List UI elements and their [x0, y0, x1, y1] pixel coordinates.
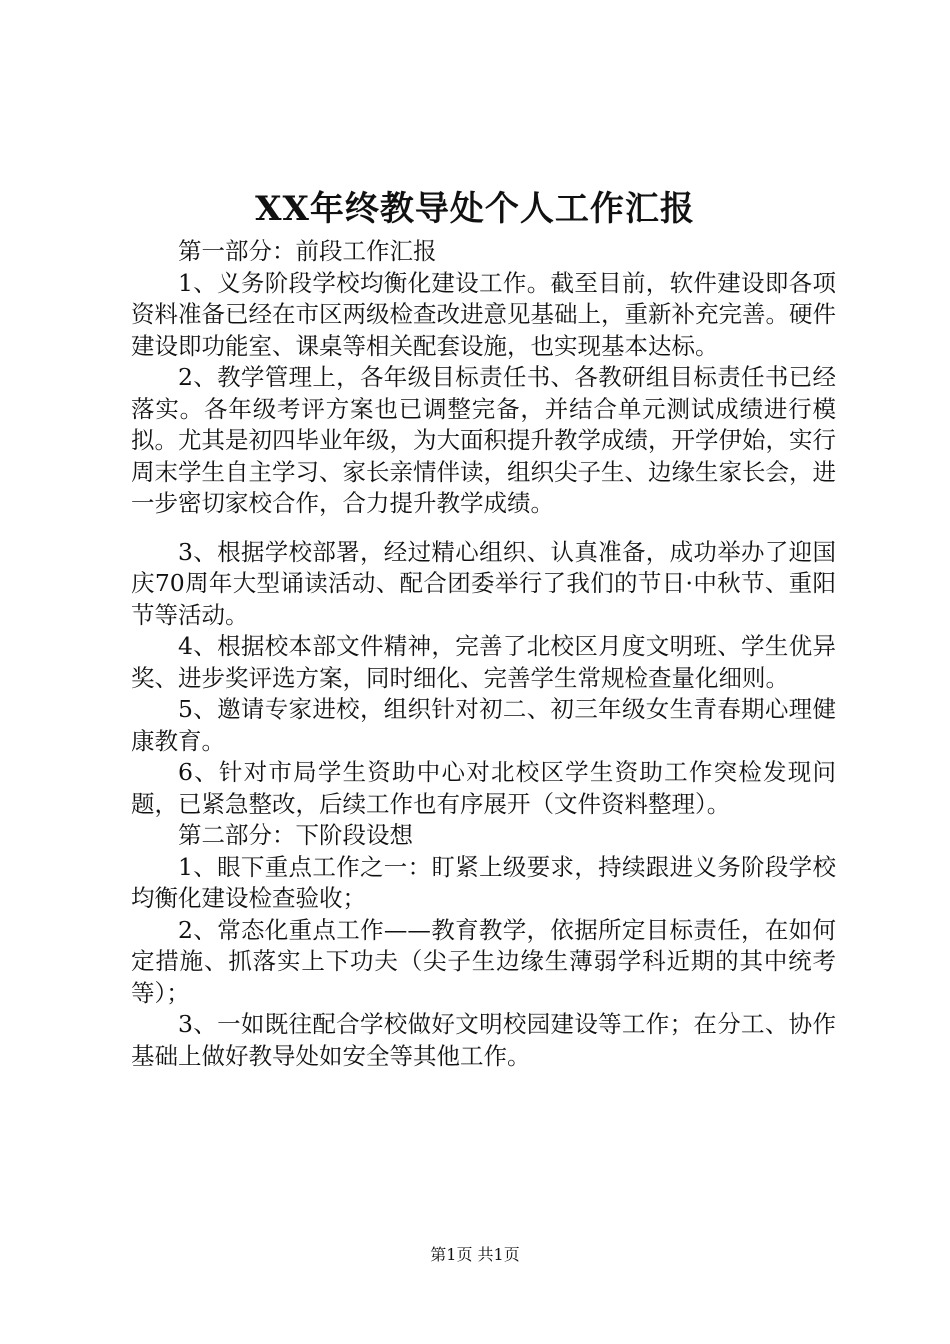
section-heading-part-two: 第二部分：下阶段设想 — [178, 821, 413, 849]
paragraph-part-two-item-1: 1、眼下重点工作之一：盯紧上级要求，持续跟进义务阶段学校均衡化建设检查验收； — [131, 852, 836, 912]
page-footer: 第1页 共1页 — [430, 1245, 520, 1264]
paragraph-part-two-item-2: 2、常态化重点工作——教育教学，依据所定目标责任，在如何定措施、抓落实上下功夫（尖子生边缘生薄弱学科近期的其中统考等）； — [131, 915, 836, 1007]
paragraph-part-one-item-6: 6、针对市局学生资助中心对北校区学生资助工作突检发现问题，已紧急整改，后续工作也有序展开（文件资料整理）。 — [131, 758, 836, 818]
section-heading-part-one: 第一部分：前段工作汇报 — [178, 237, 437, 265]
paragraph-part-one-item-4: 4、根据校本部文件精神，完善了北校区月度文明班、学生优异奖、进步奖评选方案，同时细化、完善学生常规检查量化细则。 — [131, 632, 836, 692]
paragraph-part-one-item-2: 2、教学管理上，各年级目标责任书、各教研组目标责任书已经落实。各年级考评方案也已调整完备，并结合单元测试成绩进行模拟。尤其是初四毕业年级，为大面积提升教学成绩，开学伊始，实行周末学生自主学习、家长亲情伴读，组织尖子生、边缘生家长会，进一步密切家校合作，合力提升教学成绩。 — [131, 363, 836, 517]
paragraph-part-two-item-3: 3、一如既往配合学校做好文明校园建设等工作；在分工、协作基础上做好教导处如安全等其他工作。 — [131, 1010, 836, 1070]
document-title: XX年终教导处个人工作汇报 — [255, 189, 695, 229]
paragraph-part-one-item-1: 1、义务阶段学校均衡化建设工作。截至目前，软件建设即各项资料准备已经在市区两级检查改进意见基础上，重新补充完善。硬件建设即功能室、课桌等相关配套设施，也实现基本达标。 — [131, 268, 836, 360]
paragraph-part-one-item-3: 3、根据学校部署，经过精心组织、认真准备，成功举办了迎国庆70周年大型诵读活动、配合团委举行了我们的节日·中秋节、重阳节等活动。 — [131, 537, 836, 629]
document-body — [131, 236, 836, 1072]
paragraph-part-one-item-5: 5、邀请专家进校，组织针对初二、初三年级女生青春期心理健康教育。 — [131, 695, 836, 755]
